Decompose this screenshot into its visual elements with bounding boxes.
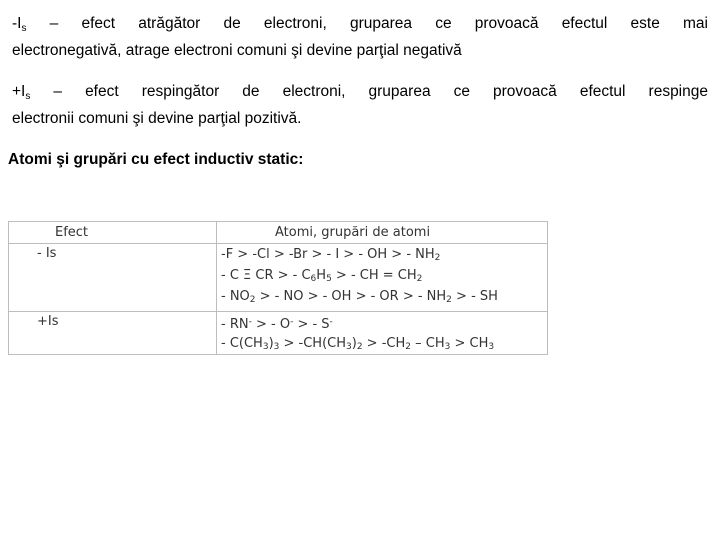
group-series-line <box>221 265 547 286</box>
formula-text: ) <box>268 336 274 351</box>
formula-subscript: 2 <box>416 274 423 284</box>
formula-subscript: 2 <box>405 342 411 352</box>
inductive-effect-table <box>8 221 548 355</box>
section-heading: Atomi şi grupări cu efect inductiv static: <box>8 151 304 168</box>
formula-text: > -CH <box>362 336 406 351</box>
formula-text: - NO <box>221 289 250 304</box>
formula-subscript: 5 <box>326 274 332 284</box>
formula-subscript: 3 <box>346 342 352 352</box>
paragraph-line <box>12 13 708 40</box>
formula-subscript: 3 <box>444 342 451 352</box>
formula-subscript: 2 <box>434 253 441 263</box>
effect-cell: +Is <box>9 312 217 355</box>
formula-text: > - NO > - OH > - OR > - NH <box>255 289 447 304</box>
formula-text: > CH <box>450 336 489 351</box>
groups-cell <box>217 312 548 355</box>
formula-subscript: 2 <box>249 295 256 305</box>
effect-subscript: s <box>25 91 31 102</box>
negative-inductive-effect-paragraph <box>12 13 708 62</box>
formula-text: - RN <box>221 317 249 332</box>
group-series-line <box>221 333 547 354</box>
effect-description: – efect respingător de electroni, gruparea ce provoacă efectul respinge <box>30 83 708 100</box>
formula-text: > - CH = CH <box>331 268 417 283</box>
header-groups: Atomi, grupări de atomi <box>217 222 548 244</box>
formula-superscript: - <box>329 317 333 327</box>
formula-subscript: 3 <box>262 342 269 352</box>
formula-subscript: 2 <box>356 342 363 352</box>
formula-text: > - SH <box>451 289 498 304</box>
paragraph-line <box>12 81 708 108</box>
formula-superscript: - <box>290 317 294 327</box>
formula-text: - C Ξ CR > - C <box>221 268 311 283</box>
effect-subscript: s <box>21 23 27 34</box>
formula-subscript: 3 <box>488 342 495 352</box>
formula-text: H <box>316 268 327 283</box>
formula-text: > -CH(CH <box>279 336 346 351</box>
formula-subscript: 3 <box>273 342 280 352</box>
header-effect: Efect <box>9 222 217 244</box>
effect-description: – efect atrăgător de electroni, gruparea ce provoacă efectul este mai <box>26 15 708 32</box>
effect-cell: - Is <box>9 244 217 312</box>
table-row <box>9 312 548 355</box>
formula-text: -F > -Cl > -Br > - I > - OH > - NH <box>221 247 435 262</box>
formula-text: – CH <box>410 336 445 351</box>
groups-cell <box>217 244 548 312</box>
formula-text: - C(CH <box>221 336 263 351</box>
table-header-row <box>9 222 548 244</box>
paragraph-line: electronii comuni şi devine parţial pozitivă. <box>12 110 302 127</box>
effect-symbol: +I <box>12 83 26 100</box>
table-row <box>9 244 548 312</box>
group-series-line <box>221 312 547 333</box>
formula-text: > - S <box>293 317 330 332</box>
group-series-line <box>221 286 547 307</box>
formula-text: ) <box>351 336 357 351</box>
formula-subscript: 6 <box>310 274 317 284</box>
formula-subscript: 2 <box>446 295 452 305</box>
group-series-line <box>221 244 547 265</box>
formula-superscript: - <box>248 317 252 327</box>
effect-symbol: -I <box>12 15 22 32</box>
positive-inductive-effect-paragraph <box>12 81 708 130</box>
paragraph-line: electronegativă, atrage electroni comuni şi devine parţial negativă <box>12 42 462 59</box>
formula-text: > - O <box>251 317 291 332</box>
